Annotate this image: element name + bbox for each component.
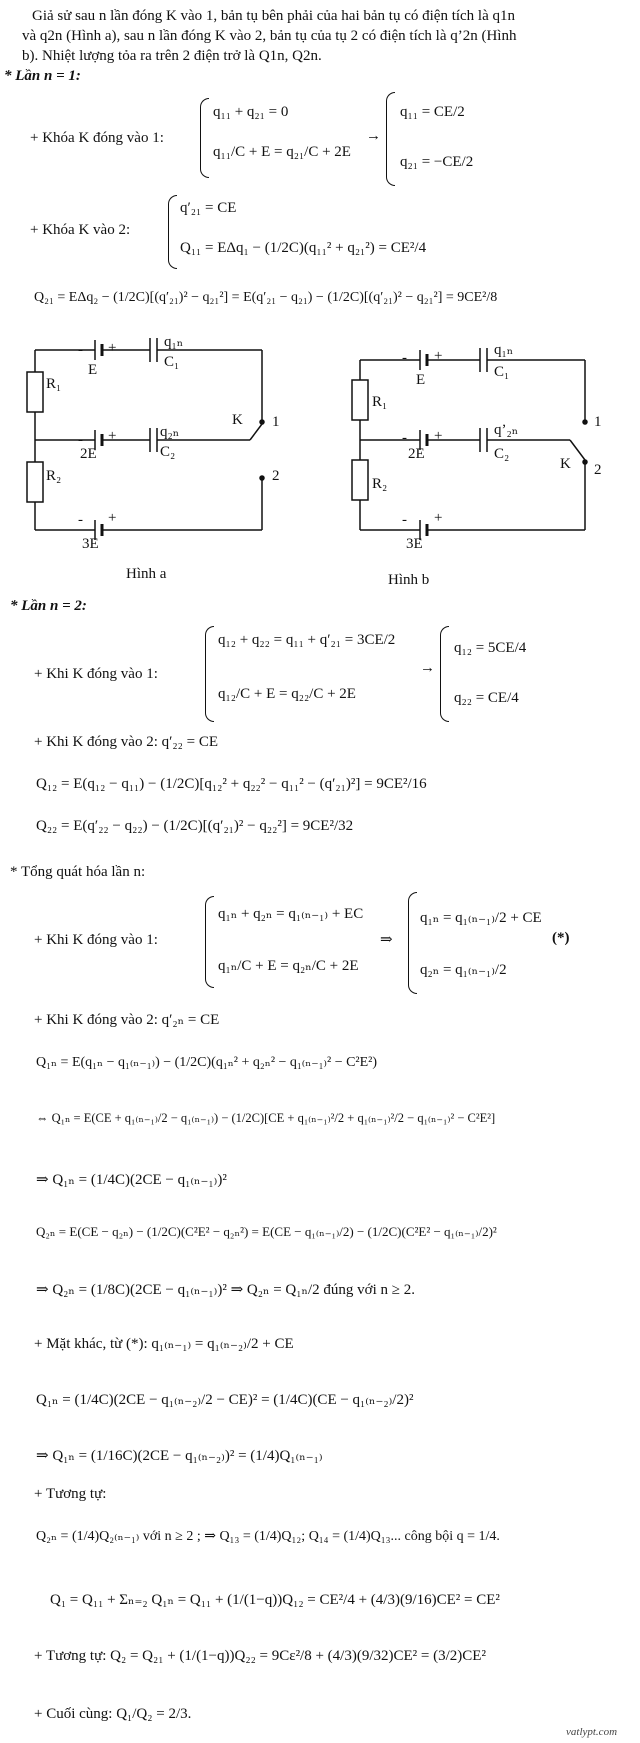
intro-line-1: Giả sử sau n lần đóng K vào 1, bản tụ bên phải của hai bản tụ có điện tích là q1n [32, 8, 516, 24]
caption-hinh-b: Hình b [388, 572, 430, 588]
label-r2: R₂ [372, 476, 388, 492]
circuit-b [352, 348, 587, 540]
sign-plus: + [434, 510, 443, 526]
brace [205, 896, 214, 988]
intro-paragraph [22, 6, 632, 66]
label-q2n-prime: q’₂ₙ [494, 422, 519, 438]
gen-l10: Q₂ₙ = (1/4)Q₂₍ₙ₋₁₎ với n ≥ 2 ; ⇒ Q₁₃ = (1/4)Q₁₂; Q₁₄ = (1/4)Q₁₃... công bội q = 1/4. [36, 1529, 500, 1544]
n2-q12: Q₁₂ = E(q₁₂ − q₁₁) − (1/2C)[q₁₂² + q₂₂² − q₁₁² − (q′₂₁)²] = 9CE²/16 [36, 776, 427, 792]
label-3e: 3E [406, 536, 423, 552]
brace [386, 92, 395, 186]
n1-k2-label: + Khóa K vào 2: [30, 222, 131, 238]
label-e: E [88, 362, 98, 378]
gen-l9: + Tương tự: [34, 1486, 107, 1502]
gen-l7: Q₁ₙ = (1/4C)(2CE − q₁₍ₙ₋₂₎/2 − CE)² = (1/4C)(CE − q₁₍ₙ₋₂₎/2)² [36, 1392, 414, 1408]
implies-icon: ⇒ [380, 932, 393, 948]
n1-k1-res1: q₁₁ = CE/2 [400, 104, 465, 120]
terminal-1: 1 [272, 414, 280, 430]
terminal-2: 2 [272, 468, 280, 484]
sign-minus: - [402, 512, 407, 528]
gen-l4: Q₂ₙ = E(CE − q₂ₙ) − (1/2C)(C²E² − q₂ₙ²) = E(CE − q₁₍ₙ₋₁₎/2) − (1/2C)(C²E² − q₁₍ₙ₋₁₎/2)² [36, 1224, 497, 1239]
caption-hinh-a: Hình a [126, 566, 167, 582]
n2-k1-eq2: q₁₂/C + E = q₂₂/C + 2E [218, 686, 356, 702]
label-q2n: q₂ₙ [160, 424, 180, 440]
n1-k1-eq2: q₁₁/C + E = q₂₁/C + 2E [213, 144, 351, 160]
n1-q21: Q₂₁ = EΔq₂ − (1/2C)[(q′₂₁)² − q₂₁²] = E(q′₂₁ − q₂₁) − (1/2C)[(q′₂₁)² − q₂₁²] = 9CE²/8 [34, 290, 498, 305]
n1-k1-label: + Khóa K đóng vào 1: [30, 130, 164, 146]
terminal-2: 2 [594, 462, 602, 478]
label-k: K [232, 412, 243, 428]
label-c1: C₁ [164, 354, 180, 370]
brace [205, 626, 214, 722]
label-q1n: q₁ₙ [164, 334, 184, 350]
n2-q22: Q₂₂ = E(q′₂₂ − q₂₂) − (1/2C)[(q′₂₁)² − q₂₂²] = 9CE²/32 [36, 818, 354, 834]
sign-minus: - [78, 342, 83, 358]
terminal-1: 1 [594, 414, 602, 430]
gen-k1-label: + Khi K đóng vào 1: [34, 932, 158, 948]
label-c2: C₂ [160, 444, 176, 460]
sign-plus: + [434, 348, 443, 364]
n1-k2-eq2: Q₁₁ = EΔq₁ − (1/2C)(q₁₁² + q₂₁²) = CE²/4 [180, 240, 427, 256]
gen-k1-eq1: q₁ₙ + q₂ₙ = q₁₍ₙ₋₁₎ + EC [218, 906, 364, 922]
gen-k1-res2: q₂ₙ = q₁₍ₙ₋₁₎/2 [420, 962, 507, 978]
sign-plus: + [108, 428, 117, 444]
heading-n1: * Lần n = 1: [4, 68, 81, 84]
gen-k2-line: + Khi K đóng vào 2: q′₂ₙ = CE [34, 1012, 220, 1028]
circuit-a [27, 338, 264, 540]
label-k: K [560, 456, 571, 472]
gen-k1-res1: q₁ₙ = q₁₍ₙ₋₁₎/2 + CE [420, 910, 542, 926]
intro-line-3: b). Nhiệt lượng tỏa ra trên 2 điện trở là Q1n, Q2n. [22, 48, 322, 64]
gen-l13: + Cuối cùng: Q₁/Q₂ = 2/3. [34, 1706, 192, 1722]
n2-k1-eq1: q₁₂ + q₂₂ = q₁₁ + q′₂₁ = 3CE/2 [218, 632, 396, 648]
gen-l11: Q₁ = Q₁₁ + Σₙ₌₂ Q₁ₙ = Q₁₁ + (1/(1−q))Q₁₂ = CE²/4 + (4/3)(9/16)CE² = CE² [50, 1592, 500, 1608]
sign-plus: + [108, 340, 117, 356]
gen-l2: ⇔ Q₁ₙ = E(CE + q₁₍ₙ₋₁₎/2 − q₁₍ₙ₋₁₎) − (1/2C)[CE + q₁₍ₙ₋₁₎²/2 + q₁₍ₙ₋₁₎²/2 − q₁₍ₙ₋₁₎² − C²E²] [36, 1111, 496, 1125]
brace [440, 626, 449, 722]
label-2e: 2E [80, 446, 97, 462]
label-3e: 3E [82, 536, 99, 552]
sign-minus: - [402, 350, 407, 366]
label-r1: R₁ [372, 394, 388, 410]
arrow-icon: → [366, 128, 381, 144]
sign-minus: - [78, 432, 83, 448]
label-c2: C₂ [494, 446, 510, 462]
label-q1n: q₁ₙ [494, 342, 514, 358]
brace [408, 892, 417, 994]
n2-k1-label: + Khi K đóng vào 1: [34, 666, 158, 682]
n2-k2-line: + Khi K đóng vào 2: q′₂₂ = CE [34, 734, 218, 750]
label-2e: 2E [408, 446, 425, 462]
n1-k1-eq1: q₁₁ + q₂₁ = 0 [213, 104, 289, 120]
n1-k1-res2: q₂₁ = −CE/2 [400, 154, 474, 170]
heading-general: * Tổng quát hóa lần n: [10, 864, 146, 880]
gen-l12: + Tương tự: Q₂ = Q₂₁ + (1/(1−q))Q₂₂ = 9Cε²/8 + (4/3)(9/32)CE² = (3/2)CE² [34, 1648, 486, 1664]
watermark: vatlypt.com [566, 1726, 618, 1738]
brace [168, 195, 177, 269]
n2-k1-res2: q₂₂ = CE/4 [454, 690, 519, 706]
intro-line-2: và q2n (Hình a), sau n lần đóng K vào 2, bản tụ của tụ 2 có điện tích là q’2n (Hình [22, 28, 517, 44]
gen-l3: ⇒ Q₁ₙ = (1/4C)(2CE − q₁₍ₙ₋₁₎)² [36, 1172, 227, 1188]
heading-n2: * Lần n = 2: [10, 598, 87, 614]
n1-k2-eq1: q′₂₁ = CE [180, 200, 237, 216]
gen-l6: + Mặt khác, từ (*): q₁₍ₙ₋₁₎ = q₁₍ₙ₋₂₎/2 + CE [34, 1336, 294, 1352]
gen-l5: ⇒ Q₂ₙ = (1/8C)(2CE − q₁₍ₙ₋₁₎)² ⇒ Q₂ₙ = Q₁ₙ/2 đúng với n ≥ 2. [36, 1282, 415, 1298]
gen-k1-eq2: q₁ₙ/C + E = q₂ₙ/C + 2E [218, 958, 359, 974]
label-c1: C₁ [494, 364, 510, 380]
star-label: (*) [552, 930, 570, 946]
arrow-icon: → [420, 660, 435, 676]
sign-plus: + [108, 510, 117, 526]
sign-minus: - [78, 512, 83, 528]
gen-l8: ⇒ Q₁ₙ = (1/16C)(2CE − q₁₍ₙ₋₂₎)² = (1/4)Q₁₍ₙ₋₁₎ [36, 1448, 323, 1464]
sign-plus: + [434, 428, 443, 444]
sign-minus: - [402, 430, 407, 446]
label-r2: R₂ [46, 468, 62, 484]
label-r1: R₁ [46, 376, 62, 392]
n2-k1-res1: q₁₂ = 5CE/4 [454, 640, 527, 656]
brace [200, 98, 209, 178]
label-e: E [416, 372, 426, 388]
gen-l1: Q₁ₙ = E(q₁ₙ − q₁₍ₙ₋₁₎) − (1/2C)(q₁ₙ² + q₂ₙ² − q₁₍ₙ₋₁₎² − C²E²) [36, 1055, 378, 1070]
